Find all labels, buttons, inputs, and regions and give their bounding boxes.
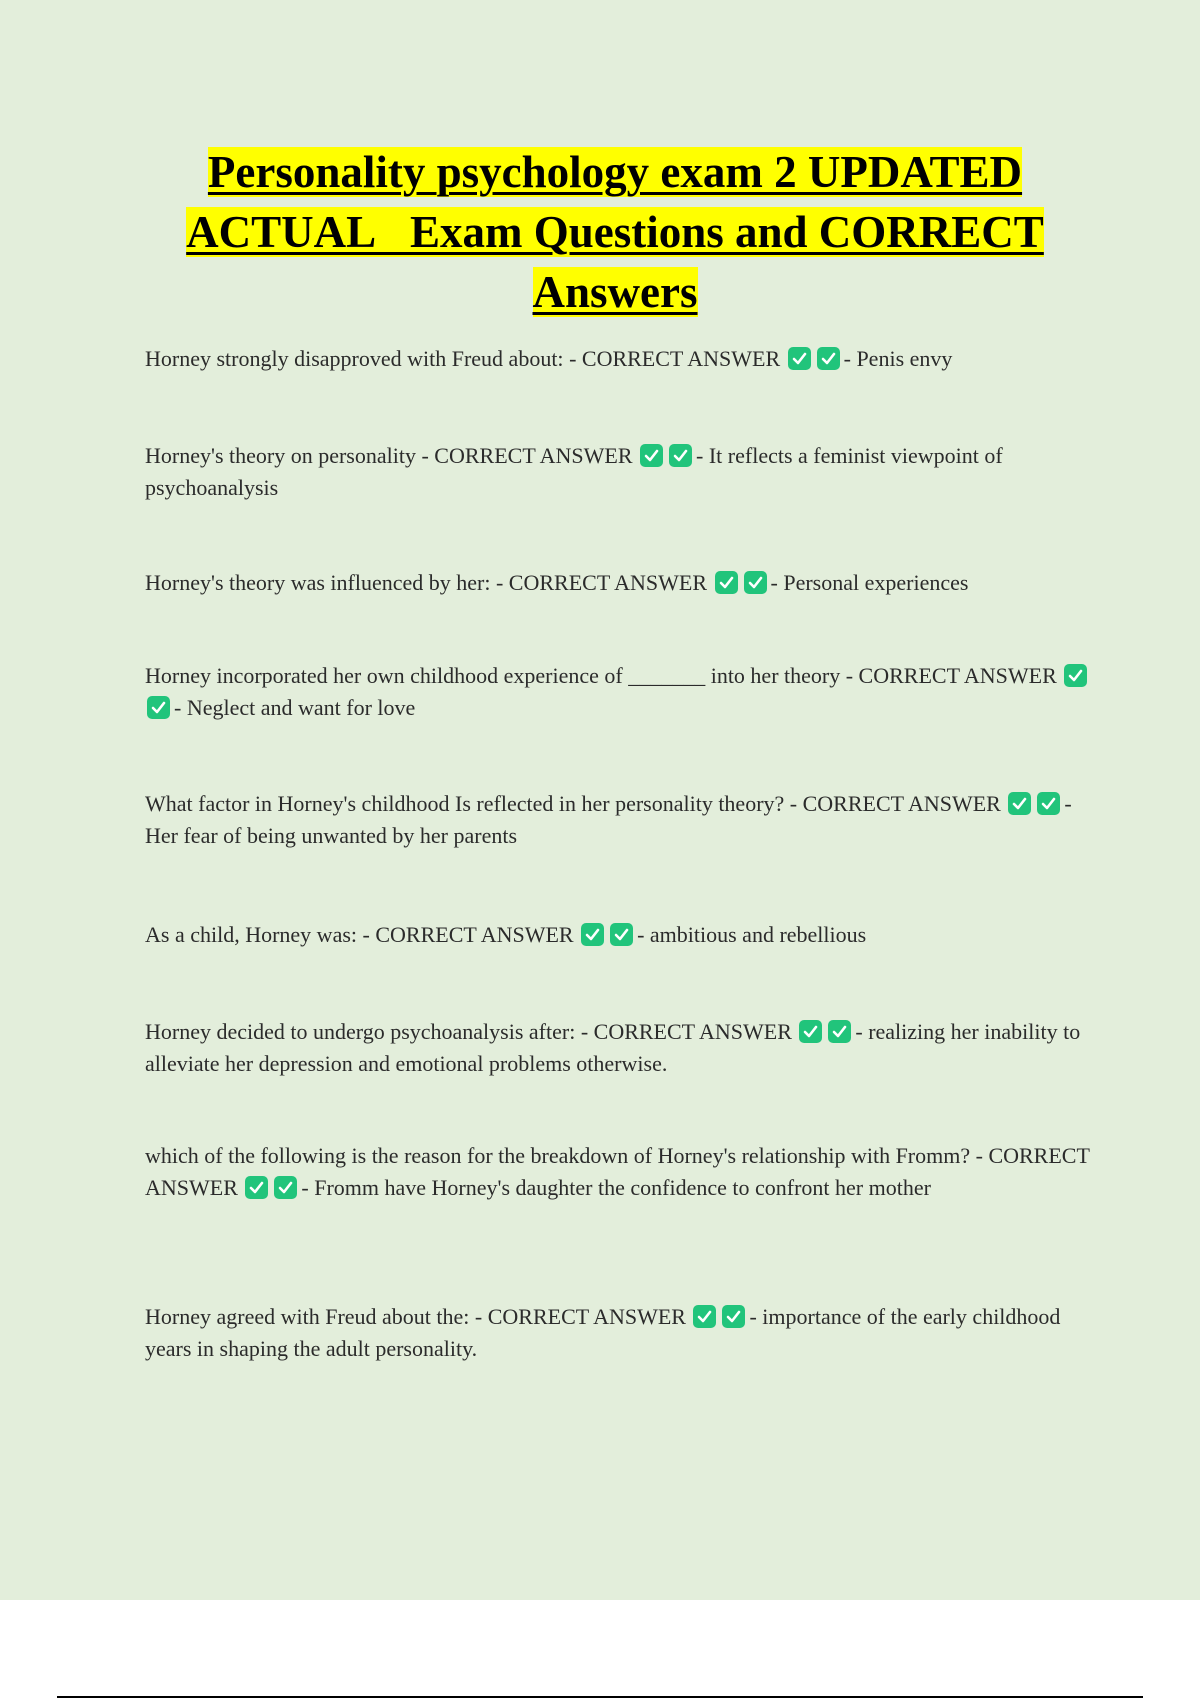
qa-item-3 bbox=[145, 567, 1095, 599]
question-text: which of the following is the reason for the breakdown of Horney's relationship with Fromm? bbox=[145, 1143, 971, 1168]
check-box-icon bbox=[274, 1176, 297, 1199]
document-title-text: Personality psychology exam 2 UPDATED ACTUAL Exam Questions and CORRECT Answers bbox=[186, 147, 1044, 317]
answer-text: - ambitious and rebellious bbox=[637, 922, 867, 947]
qa-item-5 bbox=[145, 788, 1095, 852]
check-box-icon bbox=[581, 923, 604, 946]
check-box-icon bbox=[245, 1176, 268, 1199]
question-text: Horney agreed with Freud about the: bbox=[145, 1304, 470, 1329]
check-box-icon bbox=[669, 444, 692, 467]
answer-text: - realizing her inability to alleviate her depression and emotional problems otherwise. bbox=[145, 1019, 1081, 1076]
correct-answer-label: - CORRECT ANSWER bbox=[145, 1143, 1090, 1200]
check-box-icon bbox=[1037, 792, 1060, 815]
correct-answer-label: - CORRECT ANSWER bbox=[845, 663, 1057, 688]
question-text: Horney incorporated her own childhood experience of _______ into her theory bbox=[145, 663, 841, 688]
answer-text: - Fromm have Horney's daughter the confidence to confront her mother bbox=[301, 1175, 931, 1200]
check-box-icon bbox=[799, 1020, 822, 1043]
qa-item-6 bbox=[145, 919, 1095, 951]
qa-item-4 bbox=[145, 660, 1095, 724]
document-title bbox=[140, 142, 1090, 322]
qa-item-9 bbox=[145, 1301, 1095, 1365]
answer-text: - Penis envy bbox=[843, 346, 953, 371]
correct-answer-label: - CORRECT ANSWER bbox=[421, 443, 633, 468]
check-box-icon bbox=[640, 444, 663, 467]
footer-divider bbox=[57, 1696, 1143, 1698]
correct-answer-label: - CORRECT ANSWER bbox=[580, 1019, 792, 1044]
correct-answer-label: - CORRECT ANSWER bbox=[362, 922, 574, 947]
question-text: Horney decided to undergo psychoanalysis after: bbox=[145, 1019, 576, 1044]
answer-text: - Her fear of being unwanted by her parents bbox=[145, 791, 1072, 848]
check-box-icon bbox=[1008, 792, 1031, 815]
correct-answer-label: - CORRECT ANSWER bbox=[569, 346, 781, 371]
check-box-icon bbox=[1064, 664, 1087, 687]
check-box-icon bbox=[715, 571, 738, 594]
check-box-icon bbox=[828, 1020, 851, 1043]
question-text: What factor in Horney's childhood Is reflected in her personality theory? bbox=[145, 791, 785, 816]
qa-item-7 bbox=[145, 1016, 1095, 1080]
question-text: Horney strongly disapproved with Freud about: bbox=[145, 346, 564, 371]
answer-text: - It reflects a feminist viewpoint of psychoanalysis bbox=[145, 443, 1003, 500]
check-box-icon bbox=[610, 923, 633, 946]
correct-answer-label: - CORRECT ANSWER bbox=[495, 570, 708, 595]
check-box-icon bbox=[147, 696, 170, 719]
check-box-icon bbox=[693, 1305, 716, 1328]
check-box-icon bbox=[744, 571, 767, 594]
correct-answer-label: - CORRECT ANSWER bbox=[789, 791, 1001, 816]
question-text: Horney's theory was influenced by her: bbox=[145, 570, 491, 595]
correct-answer-label: - CORRECT ANSWER bbox=[474, 1304, 686, 1329]
question-text: Horney's theory on personality bbox=[145, 443, 416, 468]
check-box-icon bbox=[722, 1305, 745, 1328]
check-box-icon bbox=[817, 347, 840, 370]
question-text: As a child, Horney was: bbox=[145, 922, 358, 947]
answer-text: - Neglect and want for love bbox=[174, 695, 416, 720]
answer-text: - Personal experiences bbox=[770, 570, 969, 595]
qa-item-1 bbox=[145, 343, 1095, 375]
answer-text: - importance of the early childhood years in shaping the adult personality. bbox=[145, 1304, 1061, 1361]
qa-item-2 bbox=[145, 440, 1095, 504]
qa-item-8 bbox=[145, 1140, 1095, 1204]
check-box-icon bbox=[788, 347, 811, 370]
